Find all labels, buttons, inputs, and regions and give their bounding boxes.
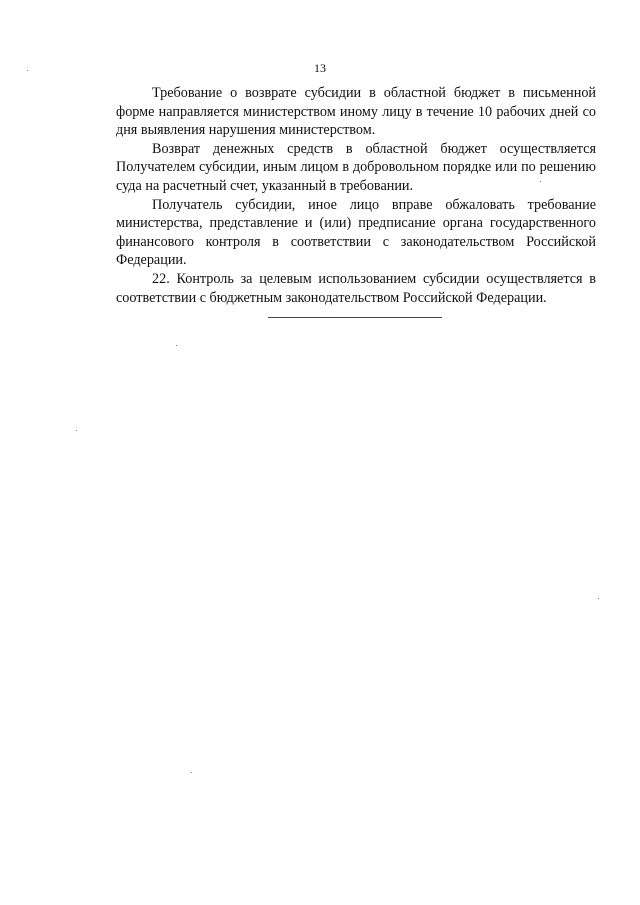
scan-speck bbox=[598, 598, 599, 599]
scan-speck bbox=[191, 772, 192, 773]
scan-speck bbox=[27, 70, 28, 71]
paragraph-refund-procedure: Возврат денежных средств в областной бюджет осуществляется Получателем субсидии, иным лицом в добровольном порядке или по решению суда на расчетный счет, указанный в требовании. bbox=[116, 140, 596, 194]
paragraph-clause-22: 22. Контроль за целевым использованием субсидии осуществляется в соответствии с бюджетным законодательством Российской Федерации. bbox=[116, 270, 596, 306]
page-number: 13 bbox=[314, 61, 326, 75]
scan-speck bbox=[76, 430, 77, 431]
paragraph-refund-requirement: Требование о возврате субсидии в областной бюджет в письменной форме направляется министерством иному лицу в течение 10 рабочих дней со дня выявления нарушения министерством. bbox=[116, 85, 596, 139]
scan-speck bbox=[176, 345, 177, 346]
document-body bbox=[116, 84, 596, 307]
paragraph-appeal-right: Получатель субсидии, иное лицо вправе обжаловать требование министерства, представление и (или) предписание органа государственного финансового контроля в соответствии с законодательством Российской Федерации. bbox=[116, 196, 596, 269]
scan-speck bbox=[540, 181, 541, 182]
end-divider bbox=[268, 317, 442, 318]
